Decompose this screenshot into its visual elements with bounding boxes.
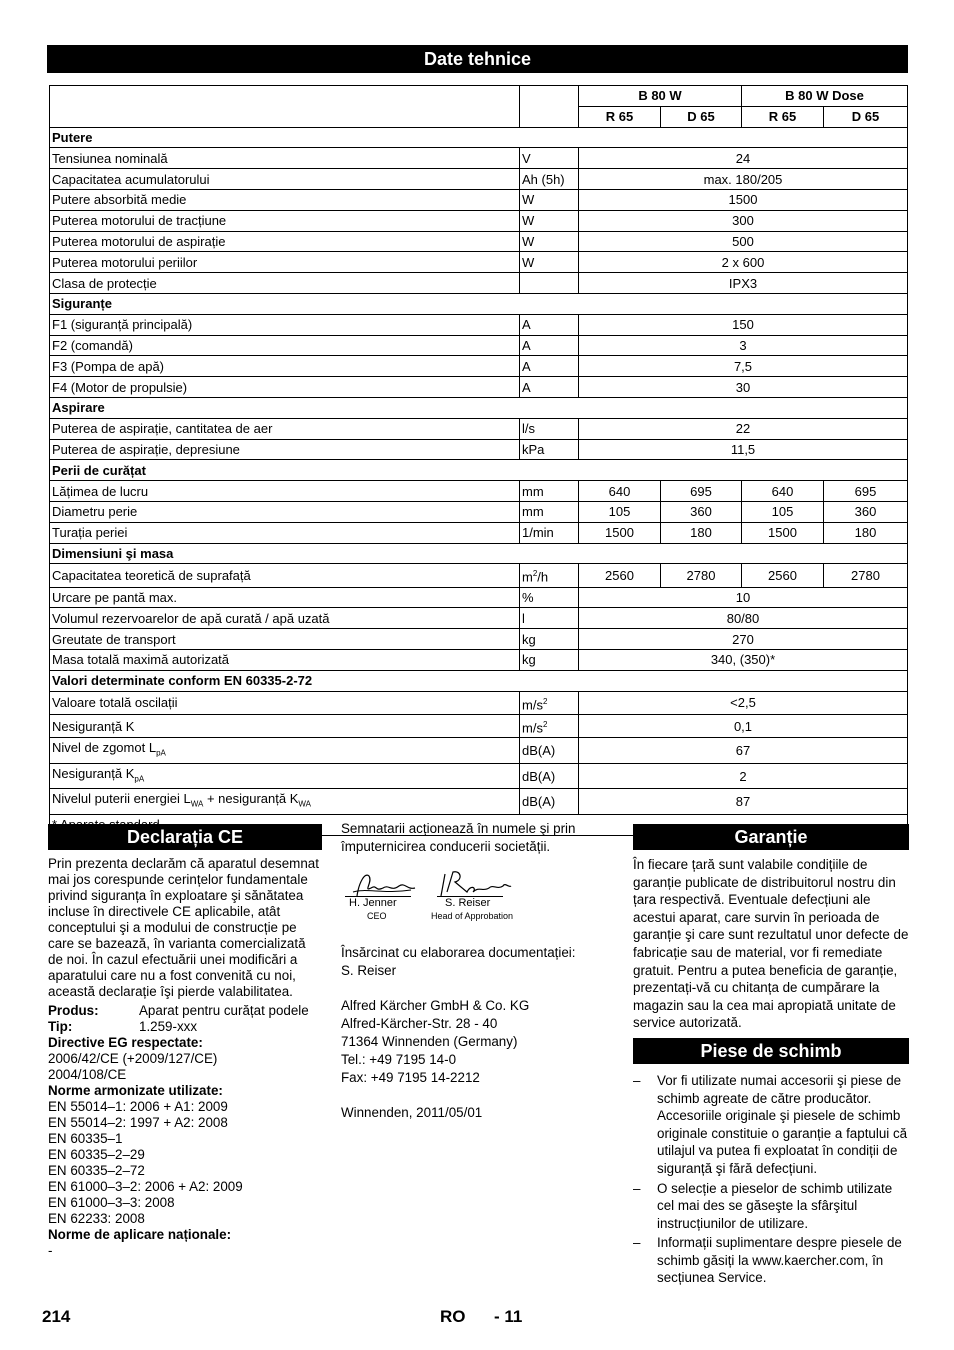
row-value: 150 [579, 314, 908, 335]
row-label: Clasa de protecție [50, 273, 520, 294]
table-row [50, 608, 908, 629]
section-heading: Perii de curățat [50, 460, 908, 481]
row-unit: W [520, 210, 579, 231]
row-value: 695 [661, 481, 742, 502]
row-label: Puterea motorului periilor [50, 252, 520, 273]
row-value: 270 [579, 629, 908, 650]
signer1-name: H. Jenner [349, 897, 397, 909]
page-number: 214 [42, 1307, 71, 1326]
row-value: 87 [579, 789, 908, 815]
standards-label: Norme armonizate utilizate: [48, 1083, 223, 1098]
row-value: 180 [661, 522, 742, 543]
row-value: <2,5 [579, 691, 908, 714]
doc-responsible-person: S. Reiser [341, 963, 397, 978]
row-value: 1500 [579, 189, 908, 210]
row-label: Capacitatea acumulatorului [50, 169, 520, 190]
row-value: 67 [579, 738, 908, 764]
table-section-row [50, 543, 908, 564]
doc-responsible-label: Însărcinat cu elaborarea documentației: [341, 945, 576, 960]
row-value: 10 [579, 587, 908, 608]
row-value: 0,1 [579, 714, 908, 737]
table-row [50, 629, 908, 650]
national-label: Norme de aplicare naționale: [48, 1227, 232, 1242]
warranty-section [633, 824, 909, 1289]
row-value: 1500 [742, 522, 824, 543]
list-item: – O selecție a pieselor de schimb utilizate cel mai des se găseşte la sfârşitul instrucțiunilor de utilizare. [633, 1180, 909, 1233]
table-row [50, 789, 908, 815]
warranty-heading: Garanție [633, 824, 909, 850]
row-unit: A [520, 314, 579, 335]
row-label: Nesiguranță $K_{pA}$ [50, 763, 520, 789]
row-label: Puterea motorului de tracțiune [50, 210, 520, 231]
row-value: 360 [661, 501, 742, 522]
company-street: Alfred-Kärcher-Str. 28 - 40 [341, 1016, 498, 1031]
table-row [50, 169, 908, 190]
table-row [50, 501, 908, 522]
section-heading: Dimensiuni şi masa [50, 543, 908, 564]
directive-item: 2006/42/CE (+2009/127/CE) [48, 1051, 218, 1066]
standard-item: EN 61000–3–3: 2008 [48, 1195, 175, 1210]
standard-item: EN 60335–2–29 [48, 1147, 145, 1162]
table-section-row [50, 293, 908, 314]
row-value: 11,5 [579, 439, 908, 460]
row-label: Puterea de aspirație, depresiune [50, 439, 520, 460]
row-value: IPX3 [579, 273, 908, 294]
product-label: Produs: [48, 1003, 99, 1018]
row-label: Valoare totală oscilații [50, 691, 520, 714]
company-tel: Tel.: +49 7195 14-0 [341, 1052, 457, 1067]
table-blank-header-cell [50, 86, 520, 128]
row-label: Nivel de zgomot $L_{pA}$ [50, 738, 520, 764]
type-value: 1.259-xxx [139, 1019, 198, 1034]
row-unit: l [520, 608, 579, 629]
row-unit: A [520, 377, 579, 398]
list-item: – Informații suplimentare despre piesele de schimb găsiți la www.kaercher.com, în secțiunea Service. [633, 1234, 909, 1287]
row-unit: $m/s^2$ [520, 714, 579, 737]
table-row [50, 691, 908, 714]
row-label: Masa totală maximă autorizată [50, 650, 520, 671]
place-date: Winnenden, 2011/05/01 [341, 1105, 483, 1120]
table-row [50, 522, 908, 543]
row-unit: mm [520, 501, 579, 522]
row-unit: $m/s^2$ [520, 691, 579, 714]
row-label: Lățimea de lucru [50, 481, 520, 502]
signer1-role: CEO [367, 911, 387, 921]
table-row [50, 650, 908, 671]
row-value: 2 [579, 763, 908, 789]
technical-data-table [49, 85, 908, 836]
spare-parts-heading: Piese de schimb [633, 1038, 909, 1064]
table-section-row [50, 127, 908, 148]
row-value: 2780 [661, 564, 742, 587]
row-label: Volumul rezervoarelor de apă curată / apă uzată [50, 608, 520, 629]
row-label: Tensiunea nominală [50, 148, 520, 169]
table-row [50, 356, 908, 377]
company-name: Alfred Kärcher GmbH & Co. KG [341, 998, 530, 1013]
variant-header: R 65 [579, 106, 661, 127]
row-unit: W [520, 252, 579, 273]
table-section-row [50, 670, 908, 691]
product-value: Aparat pentru curățat podele [139, 1003, 309, 1018]
table-row [50, 335, 908, 356]
row-label: Urcare pe pantă max. [50, 587, 520, 608]
row-value: 300 [579, 210, 908, 231]
declaration-section [48, 824, 322, 1259]
model-header: B 80 W [579, 86, 742, 107]
table-row [50, 273, 908, 294]
row-unit: l/s [520, 418, 579, 439]
variant-header: D 65 [661, 106, 742, 127]
table-row [50, 148, 908, 169]
row-label: Diametru perie [50, 501, 520, 522]
row-unit: $m^2/h$ [520, 564, 579, 587]
row-value: 80/80 [579, 608, 908, 629]
table-row [50, 314, 908, 335]
table-row [50, 231, 908, 252]
row-value: 30 [579, 377, 908, 398]
signatures-block [341, 860, 621, 928]
row-value: 640 [742, 481, 824, 502]
standard-item: EN 60335–1 [48, 1131, 123, 1146]
row-value: 180 [824, 522, 908, 543]
table-section-row [50, 397, 908, 418]
row-value: 105 [742, 501, 824, 522]
model-header: B 80 W Dose [742, 86, 908, 107]
warranty-text: În fiecare țară sunt valabile condițiile de garanție publicate de distribuitorul nostru din țara respectivă. Eventuale defecțiuni ale acestui aparat, care survin în perioada de garanție şi care sunt rezultatul unor defecte de fabricație sau de material, vor fi remediate gratuit. Pentru a putea beneficia de garanție, prezentați-vă cu chitanța de cumpărare la magazin sau la cea mai apropiată unitate de service autorizată. [633, 857, 909, 1031]
table-row [50, 189, 908, 210]
standard-item: EN 55014–1: 2006 + A1: 2009 [48, 1099, 228, 1114]
row-value: 1500 [579, 522, 661, 543]
row-unit: kg [520, 650, 579, 671]
row-unit: mm [520, 481, 579, 502]
table-row [50, 714, 908, 737]
list-item: – Vor fi utilizate numai accesorii şi piese de schimb agreate de către producător. Accesoriile originale şi piesele de schimb originale constituie o garanție a faptului că utilajul va putea fi exploatat în condiții de siguranță şi fără defecțiuni. [633, 1072, 909, 1178]
company-fax: Fax: +49 7195 14-2212 [341, 1070, 480, 1085]
type-row [48, 1019, 322, 1035]
row-value: 2780 [824, 564, 908, 587]
signer2-name: S. Reiser [445, 897, 491, 909]
row-unit: 1/min [520, 522, 579, 543]
row-label: F2 (comandă) [50, 335, 520, 356]
row-unit: dB(A) [520, 738, 579, 764]
row-label: Turația periei [50, 522, 520, 543]
table-row [50, 210, 908, 231]
table-row [50, 439, 908, 460]
row-label: Nesiguranță K [50, 714, 520, 737]
section-heading: Aspirare [50, 397, 908, 418]
row-label: Greutate de transport [50, 629, 520, 650]
row-value: 340, (350)* [579, 650, 908, 671]
row-value: 7,5 [579, 356, 908, 377]
row-label: Capacitatea teoretică de suprafață [50, 564, 520, 587]
row-value: 640 [579, 481, 661, 502]
row-label: F4 (Motor de propulsie) [50, 377, 520, 398]
table-row [50, 481, 908, 502]
company-city: 71364 Winnenden (Germany) [341, 1034, 518, 1049]
row-unit: Ah (5h) [520, 169, 579, 190]
row-unit: A [520, 335, 579, 356]
signer2-role: Head of Approbation [431, 911, 514, 921]
table-row [50, 763, 908, 789]
row-value: 500 [579, 231, 908, 252]
row-label: F1 (siguranță principală) [50, 314, 520, 335]
row-value: 22 [579, 418, 908, 439]
row-unit: W [520, 189, 579, 210]
row-unit: kg [520, 629, 579, 650]
declaration-intro: Prin prezenta declarăm că aparatul desemnat mai jos corespunde cerințelor fundamentale privind siguranța în exploatare şi sănătatea incluse în directivele CE aplicabile, atât conceptului şi a modului de construcție pe care se bazează, în varianta comercializată de noi. În cazul efectuării unei modificări a aparatului care nu a fost convenită cu noi, această declarație îşi pierde valabilitatea. [48, 856, 319, 999]
row-label: Puterea motorului de aspirație [50, 231, 520, 252]
table-model-header-row [50, 86, 908, 107]
row-label: Putere absorbită medie [50, 189, 520, 210]
row-value: 2560 [579, 564, 661, 587]
row-unit: A [520, 356, 579, 377]
row-value: 360 [824, 501, 908, 522]
table-blank-header-cell [520, 86, 579, 128]
table-section-row [50, 460, 908, 481]
signatories-section [341, 820, 621, 1122]
row-label: Nivelul puterii energiei $L_{WA}$ + nesiguranță $K_{WA}$ [50, 789, 520, 815]
type-label: Tip: [48, 1019, 73, 1034]
row-unit: % [520, 587, 579, 608]
row-unit: V [520, 148, 579, 169]
standard-item: EN 61000–3–2: 2006 + A2: 2009 [48, 1179, 243, 1194]
variant-header: R 65 [742, 106, 824, 127]
row-value: 695 [824, 481, 908, 502]
national-value: - [48, 1243, 53, 1258]
row-unit: dB(A) [520, 763, 579, 789]
table-row [50, 418, 908, 439]
row-unit: W [520, 231, 579, 252]
table-row [50, 564, 908, 587]
row-unit: dB(A) [520, 789, 579, 815]
standard-item: EN 62233: 2008 [48, 1211, 145, 1226]
product-row [48, 1003, 322, 1019]
row-value: 105 [579, 501, 661, 522]
row-label: Puterea de aspirație, cantitatea de aer [50, 418, 520, 439]
variant-header: D 65 [824, 106, 908, 127]
table-row [50, 587, 908, 608]
section-heading: Siguranțe [50, 293, 908, 314]
page-title: Date tehnice [47, 45, 908, 73]
signatories-intro: Semnatarii acționează în numele şi prin împuternicirea conducerii societății. [341, 821, 576, 854]
table-row [50, 377, 908, 398]
standard-item: EN 55014–2: 1997 + A2: 2008 [48, 1115, 228, 1130]
row-value: 24 [579, 148, 908, 169]
standard-item: EN 60335–2–72 [48, 1163, 145, 1178]
declaration-heading: Declarația CE [48, 824, 322, 850]
row-label: F3 (Pompa de apă) [50, 356, 520, 377]
row-unit: kPa [520, 439, 579, 460]
section-heading: Valori determinate conform EN 60335-2-72 [50, 670, 908, 691]
section-heading: Putere [50, 127, 908, 148]
sub-page-number: - 11 [494, 1307, 523, 1326]
language-code: RO [440, 1307, 466, 1326]
table-row [50, 252, 908, 273]
directive-item: 2004/108/CE [48, 1067, 127, 1082]
table-row [50, 738, 908, 764]
row-value: max. 180/205 [579, 169, 908, 190]
directives-label: Directive EG respectate: [48, 1035, 203, 1050]
row-value: 2560 [742, 564, 824, 587]
row-value: 3 [579, 335, 908, 356]
row-unit [520, 273, 579, 294]
spare-parts-list [633, 1072, 909, 1287]
row-value: 2 x 600 [579, 252, 908, 273]
